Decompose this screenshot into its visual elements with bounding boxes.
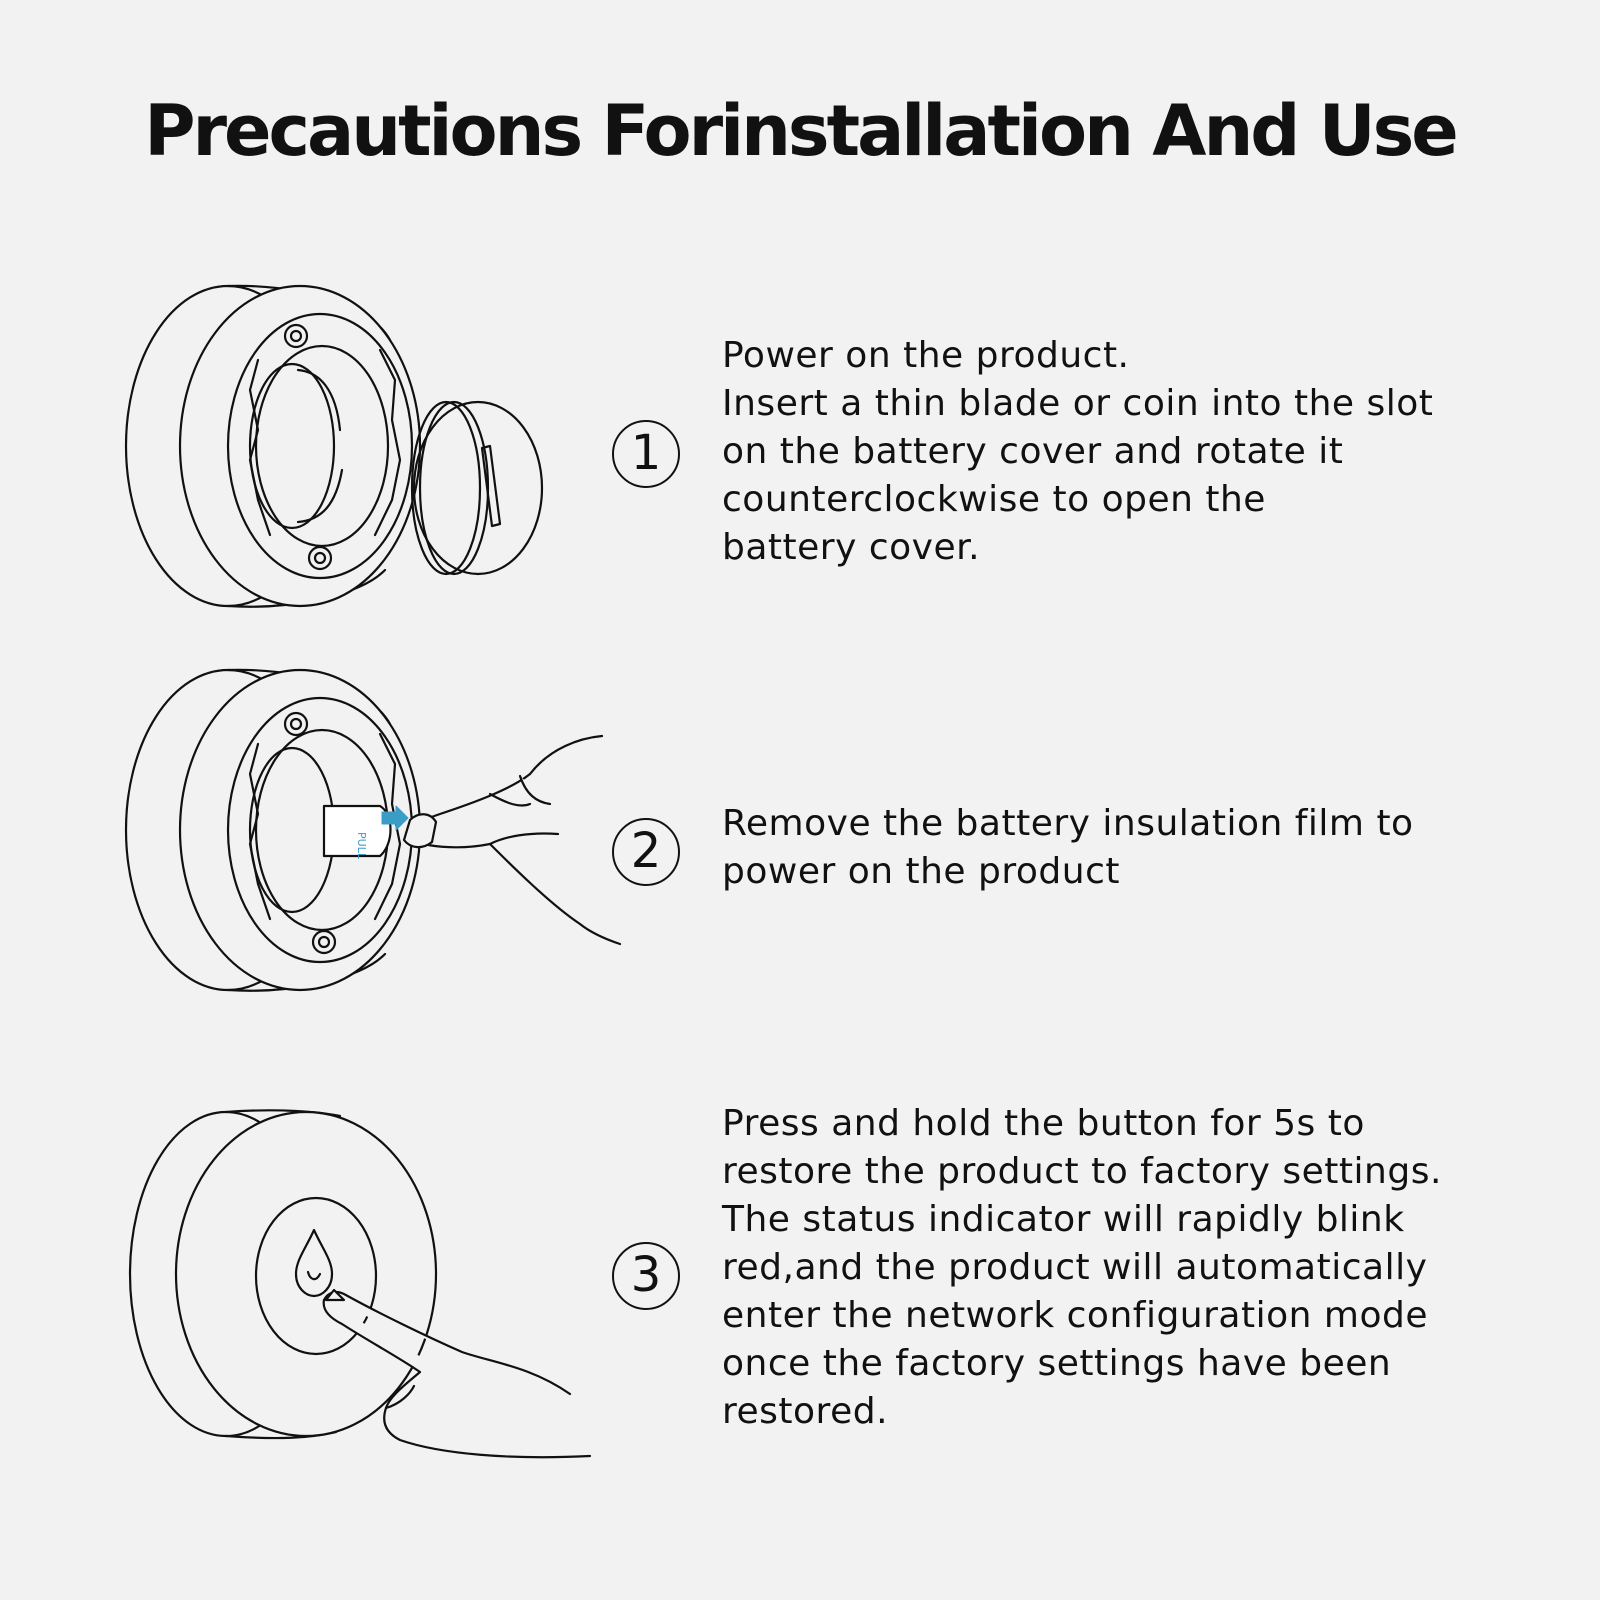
hand-drawing [404, 736, 620, 944]
step-3-line: restore the product to factory settings. [722, 1151, 1442, 1192]
step-3-line: red,and the product will automatically [722, 1247, 1428, 1288]
step-3-line: restored. [722, 1391, 889, 1432]
step-1-line: on the battery cover and rotate it [722, 431, 1344, 472]
step-2-text [722, 800, 1502, 896]
page-title: Precautions Forinstallation And Use [144, 90, 1456, 172]
step-3-illustration [110, 1104, 630, 1464]
step-2-illustration [110, 664, 630, 1024]
step-3-line: The status indicator will rapidly blink [722, 1199, 1405, 1240]
step-1-line: counterclockwise to open the [722, 479, 1266, 520]
device-front-drawing [130, 1110, 436, 1438]
pull-label: PULL [355, 832, 368, 859]
step-1-line: Insert a thin blade or coin into the slot [722, 383, 1434, 424]
step-2-line: power on the product [722, 851, 1120, 892]
step-3-line: Press and hold the button for 5s to [722, 1103, 1365, 1144]
device-front-face [176, 1112, 436, 1436]
step-1-line: battery cover. [722, 527, 981, 568]
step-2-number: 2 [612, 818, 680, 886]
coin-slot [482, 446, 500, 526]
step-1-text [722, 332, 1502, 572]
step-1-line: Power on the product. [722, 335, 1130, 376]
device-back-drawing [126, 286, 420, 607]
battery-cover-drawing [412, 402, 542, 574]
step-2-line: Remove the battery insulation film to [722, 803, 1414, 844]
step-3-number: 3 [612, 1242, 680, 1310]
step-3-line: enter the network configuration mode [722, 1295, 1428, 1336]
step-3-line: once the factory settings have been [722, 1343, 1392, 1384]
step-1-illustration [110, 280, 630, 640]
step-3-text [722, 1100, 1502, 1436]
step-1-number: 1 [612, 420, 680, 488]
